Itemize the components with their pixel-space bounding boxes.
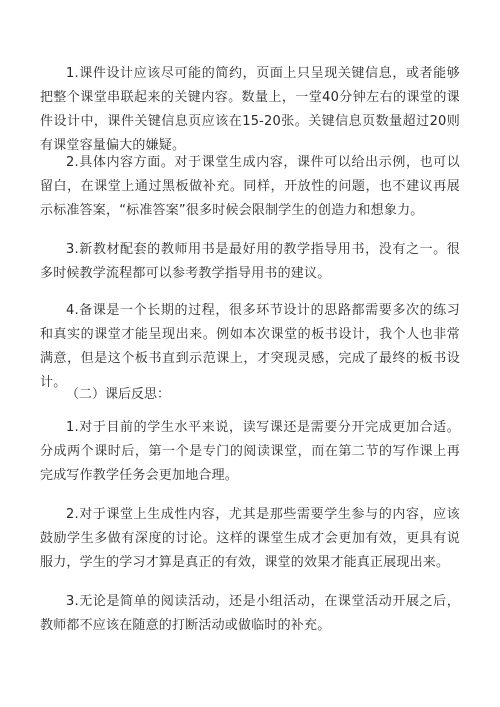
section-heading-reflection: （二）课后反思： — [66, 387, 171, 402]
paragraph-generated-content: 2.对于课堂上生成性内容，尤其是那些需要学生参与的内容，应该鼓励学生多做有深度的讨论。这样的课堂生成才会更加有效，更具有说服力，学生的学习才算是真正的有效，课堂的效果才能真正展现出来。 — [40, 507, 460, 570]
paragraph-lesson-preparation: 4.备课是一个长期的过程，很多环节设计的思路都需要多次的练习和真实的课堂才能呈现出来。例如本次课堂的板书设计，我个人也非常满意，但是这个板书直到示范课上，才突现灵感，完成了最终的板书设计。 — [40, 303, 460, 390]
paragraph-courseware-design: 1.课件设计应该尽可能的简约，页面上只呈现关键信息，或者能够把整个课堂串联起来的关键内容。数量上，一堂40分钟左右的课堂的课件设计中，课件关键信息页应该在15-20张。关键信息页数量超过20则有课堂容量偏大的嫌疑。 — [40, 66, 460, 153]
paragraph-reading-writing: 1.对于目前的学生水平来说，读写课还是需要分开完成更加合适。分成两个课时后，第一个是专门的阅读课堂，而在第二节的写作课上再完成写作教学任务会更加地合理。 — [40, 420, 460, 483]
paragraph-teacher-book: 3.新教材配套的教师用书是最好用的教学指导用书，没有之一。很多时候教学流程都可以参考教学指导用书的建议。 — [40, 242, 460, 281]
paragraph-activities: 3.无论是简单的阅读活动，还是小组活动，在课堂活动开展之后，教师都不应该在随意的打断活动或做临时的补充。 — [40, 594, 460, 633]
paragraph-content-details: 2.具体内容方面。对于课堂生成内容，课件可以给出示例，也可以留白，在课堂上通过黑板做补充。同样，开放性的问题，也不建议再展示标准答案，“标准答案”很多时候会限制学生的创造力和想象力。 — [40, 155, 460, 218]
